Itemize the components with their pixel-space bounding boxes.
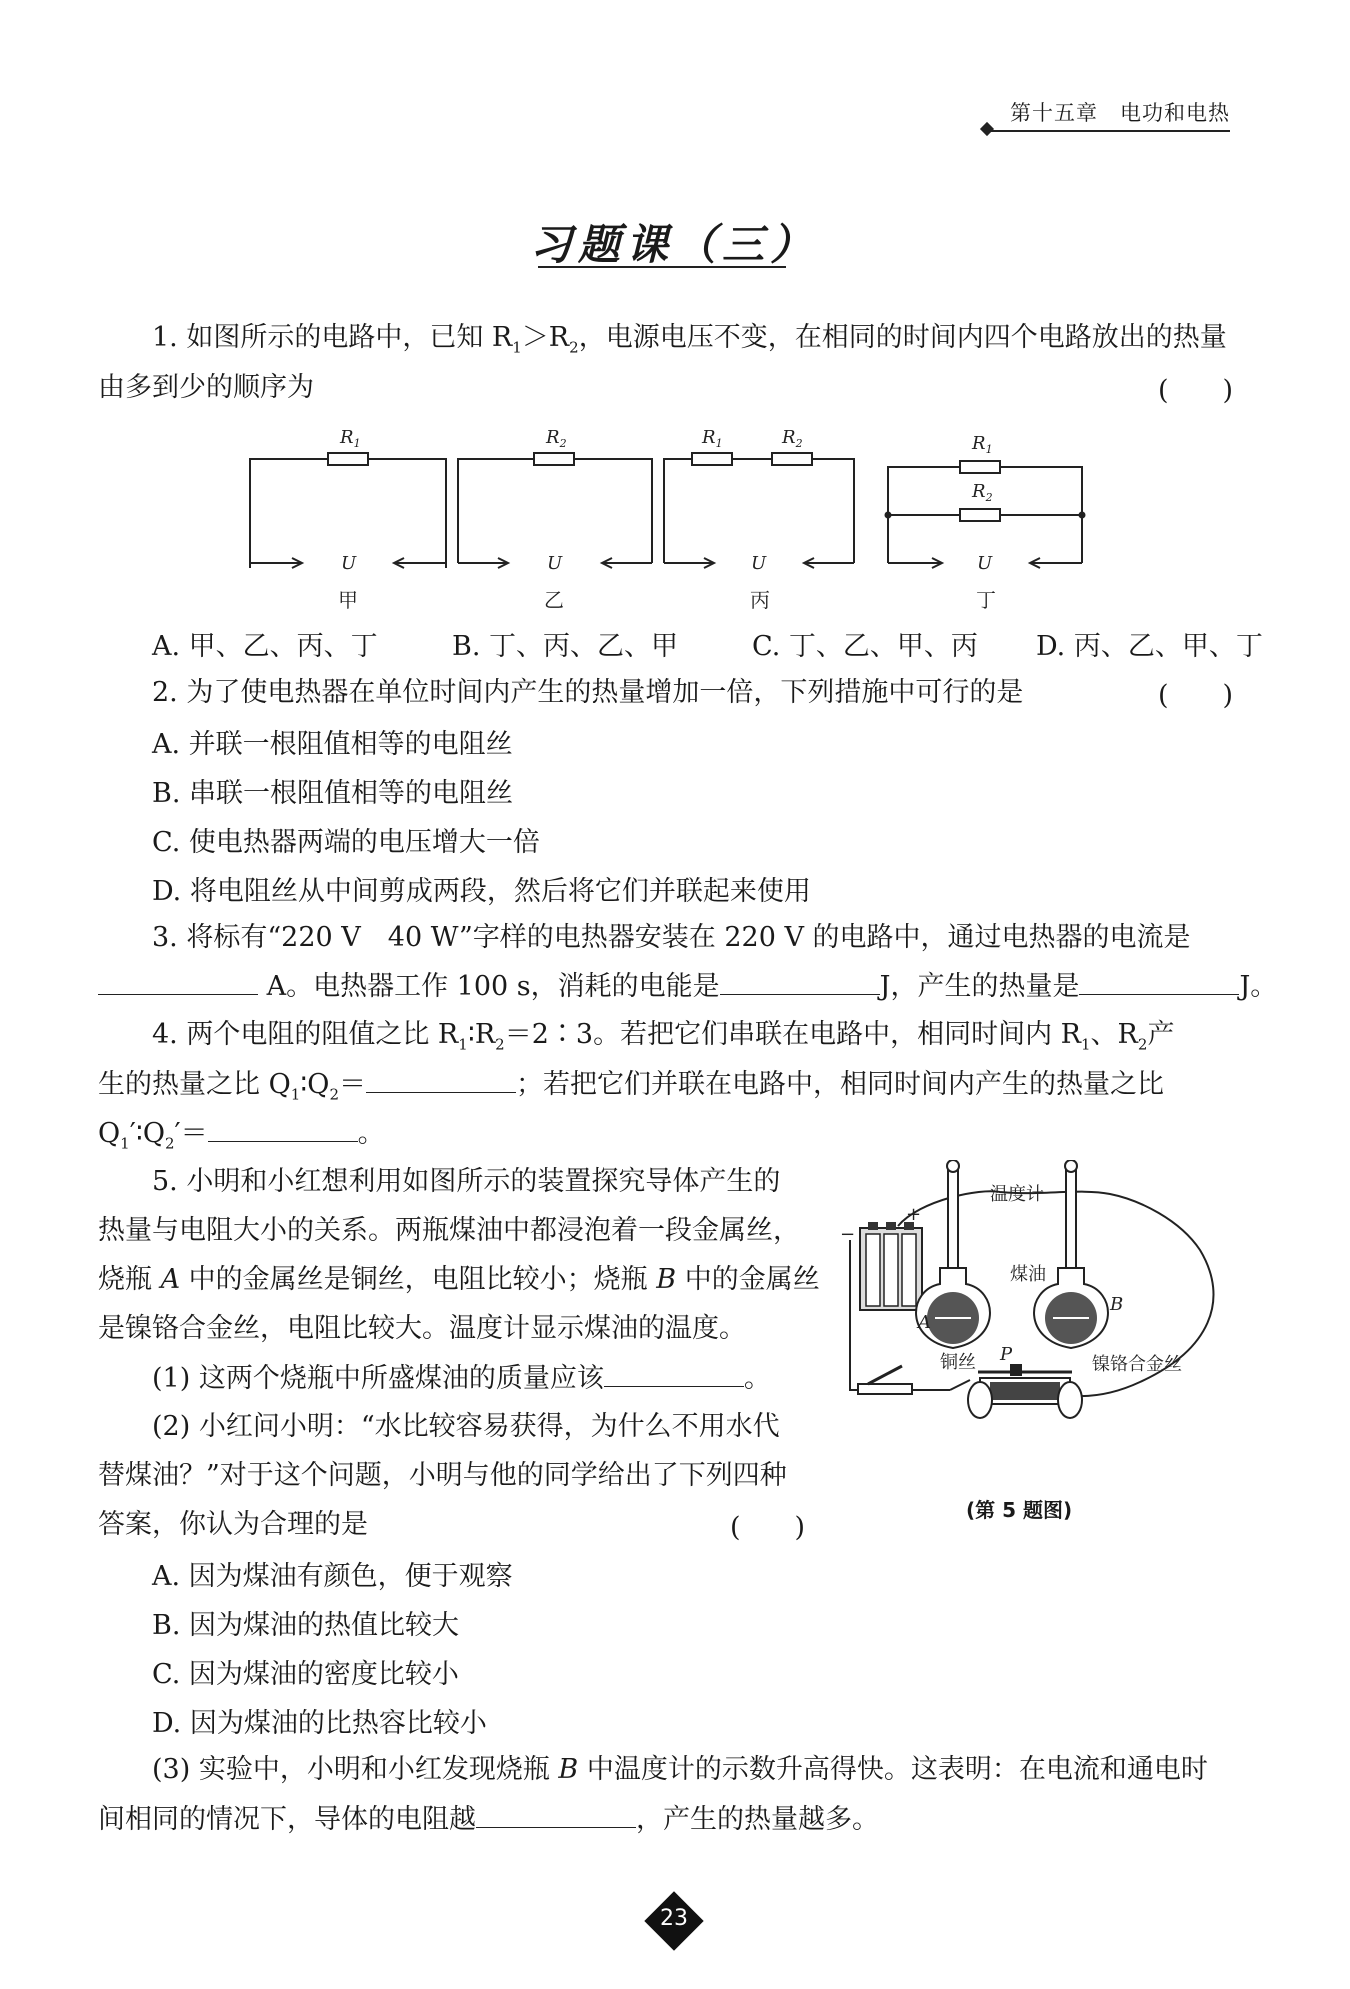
q3-blank-energy[interactable] xyxy=(720,966,880,995)
q1-stem-line2: 由多到少的顺序为 xyxy=(98,372,314,403)
circuit-name-jia: 甲 xyxy=(338,588,358,612)
r2-label-ding: $R_2$ xyxy=(972,481,993,504)
q5-sub3-line2: 间相同的情况下，导体的电阻越 ，产生的热量越多。 xyxy=(98,1799,879,1840)
q5-sub3-line1: (3) 实验中，小明和小红发现烧瓶 B 中温度计的示数升高得快。这表明：在电流和通电时 xyxy=(152,1754,1208,1785)
switch-icon xyxy=(858,1366,912,1394)
circuit-jia xyxy=(250,453,446,568)
q1-option-d[interactable]: D. 丙、乙、甲、丁 xyxy=(1036,631,1263,662)
q5-sub2-line3: 答案，你认为合理的是 xyxy=(98,1509,368,1540)
label-kerosene: 煤油 xyxy=(1010,1264,1046,1285)
q4-blank-parallel-ratio[interactable] xyxy=(208,1113,358,1142)
q3-blank-heat[interactable] xyxy=(1079,966,1239,995)
junction-dot xyxy=(885,512,892,519)
q2-stem: 2. 为了使电热器在单位时间内产生的热量增加一倍，下列措施中可行的是 xyxy=(152,677,1024,708)
q3-stem-line2: A。电热器工作 100 s，消耗的电能是 J，产生的热量是 J。 xyxy=(98,966,1277,1007)
u-label-yi: U xyxy=(547,553,563,574)
circuit-ding xyxy=(888,461,1082,568)
q5-blank-resistance[interactable] xyxy=(476,1799,636,1828)
q5-sub2-line2: 替煤油？”对于这个问题，小明与他的同学给出了下列四种 xyxy=(98,1460,787,1491)
junction-dot xyxy=(1079,512,1086,519)
battery-icon xyxy=(860,1222,922,1310)
q1-option-a[interactable]: A. 甲、乙、丙、丁 xyxy=(152,631,378,662)
q5-option-a[interactable]: A. 因为煤油有颜色，便于观察 xyxy=(152,1561,513,1592)
rheostat-icon xyxy=(968,1364,1082,1418)
flask-b-icon xyxy=(1034,1160,1108,1348)
title-underline xyxy=(538,266,786,268)
wire-left xyxy=(850,1240,860,1390)
label-thermometer: 温度计 xyxy=(990,1184,1044,1205)
q2-option-c[interactable]: C. 使电热器两端的电压增大一倍 xyxy=(152,827,540,858)
q4-stem-line2: 生的热量之比 $Q_1∶Q_2=$ ；若把它们并联在电路中，相同时间内产生的热量之比 xyxy=(98,1064,1164,1114)
r1-label-bing: $R_1$ xyxy=(702,427,723,450)
wire-rheostat xyxy=(950,1380,970,1390)
q3-blank-current[interactable] xyxy=(98,966,258,995)
u-label-jia: U xyxy=(341,553,357,574)
label-flask-a: A xyxy=(918,1312,931,1333)
header-diamond-icon xyxy=(980,122,994,136)
circuit-yi xyxy=(458,453,652,568)
q1-stem-line1: 1. 如图所示的电路中，已知 $R_1>R_2$，电源电压不变，在相同的时间内四个电路放出的热量 xyxy=(152,322,1227,357)
u-label-bing: U xyxy=(751,553,767,574)
r-label-yi: $R_2$ xyxy=(546,427,567,450)
chapter-header: 第十五章 电功和电热 xyxy=(1010,101,1230,125)
q5-apparatus-figure xyxy=(840,1160,1230,1460)
q3-stem-line1: 3. 将标有“220 V 40 W”字样的电热器安装在 220 V 的电路中，通过电热器的电流是 xyxy=(152,922,1191,953)
q1-circuit-figure xyxy=(240,415,1100,615)
q5-stem-line3: 烧瓶 A 中的金属丝是铜丝，电阻比较小；烧瓶 B 中的金属丝 xyxy=(98,1264,820,1295)
q5-stem-line2: 热量与电阻大小的关系。两瓶煤油中都浸泡着一段金属丝， xyxy=(98,1215,800,1246)
q2-option-a[interactable]: A. 并联一根阻值相等的电阻丝 xyxy=(152,729,513,760)
q5-figure-caption: (第 5 题图) xyxy=(966,1498,1073,1522)
r1-label-ding: $R_1$ xyxy=(972,433,993,456)
q5-option-d[interactable]: D. 因为煤油的比热容比较小 xyxy=(152,1708,487,1739)
label-copper: 铜丝 xyxy=(940,1352,976,1373)
q4-blank-series-ratio[interactable] xyxy=(366,1064,516,1093)
q5-option-c[interactable]: C. 因为煤油的密度比较小 xyxy=(152,1659,459,1690)
label-nichrome: 镍铬合金丝 xyxy=(1092,1354,1182,1375)
q1-answer-paren[interactable]: ( ) xyxy=(1158,375,1234,406)
q5-sub2-line1: (2) 小红问小明：“水比较容易获得，为什么不用水代 xyxy=(152,1411,780,1442)
q2-answer-paren[interactable]: ( ) xyxy=(1158,680,1234,711)
q5-stem-line1: 5. 小明和小红想利用如图所示的装置探究导体产生的 xyxy=(152,1166,781,1197)
q5-answer-paren[interactable]: ( ) xyxy=(730,1512,806,1543)
q1-option-b[interactable]: B. 丁、丙、乙、甲 xyxy=(452,631,679,662)
label-flask-b: B xyxy=(1110,1294,1124,1315)
label-plus: + xyxy=(906,1204,922,1225)
label-slider: P xyxy=(1000,1344,1013,1365)
q4-stem-line1: 4. 两个电阻的阻值之比 $R_1∶R_2=2∶3$。若把它们串联在电路中，相同时间内 $R_1$、$R_2$产 xyxy=(152,1019,1175,1054)
circuit-name-bing: 丙 xyxy=(750,588,770,612)
q5-sub1: (1) 这两个烧瓶中所盛煤油的质量应该 。 xyxy=(152,1358,771,1399)
circuit-bing xyxy=(664,453,854,568)
page-number: 23 xyxy=(660,1906,688,1931)
q1-option-c[interactable]: C. 丁、乙、甲、丙 xyxy=(752,631,978,662)
circuit-name-ding: 丁 xyxy=(976,588,996,612)
r2-label-bing: $R_2$ xyxy=(782,427,803,450)
q2-option-b[interactable]: B. 串联一根阻值相等的电阻丝 xyxy=(152,778,514,809)
q5-option-b[interactable]: B. 因为煤油的热值比较大 xyxy=(152,1610,460,1641)
q5-stem-line4: 是镍铬合金丝，电阻比较大。温度计显示煤油的温度。 xyxy=(98,1313,746,1344)
u-label-ding: U xyxy=(977,553,993,574)
header-rule xyxy=(990,130,1230,132)
page-title: 习题课（三） xyxy=(530,220,819,269)
q2-option-d[interactable]: D. 将电阻丝从中间剪成两段，然后将它们并联起来使用 xyxy=(152,876,811,907)
q4-stem-line3: $Q_1'∶Q_2'=$ 。 xyxy=(98,1113,385,1163)
q5-blank-mass[interactable] xyxy=(604,1358,744,1387)
circuit-name-yi: 乙 xyxy=(544,588,564,612)
r-label-jia: $R_1$ xyxy=(340,427,361,450)
label-minus: − xyxy=(840,1224,856,1245)
